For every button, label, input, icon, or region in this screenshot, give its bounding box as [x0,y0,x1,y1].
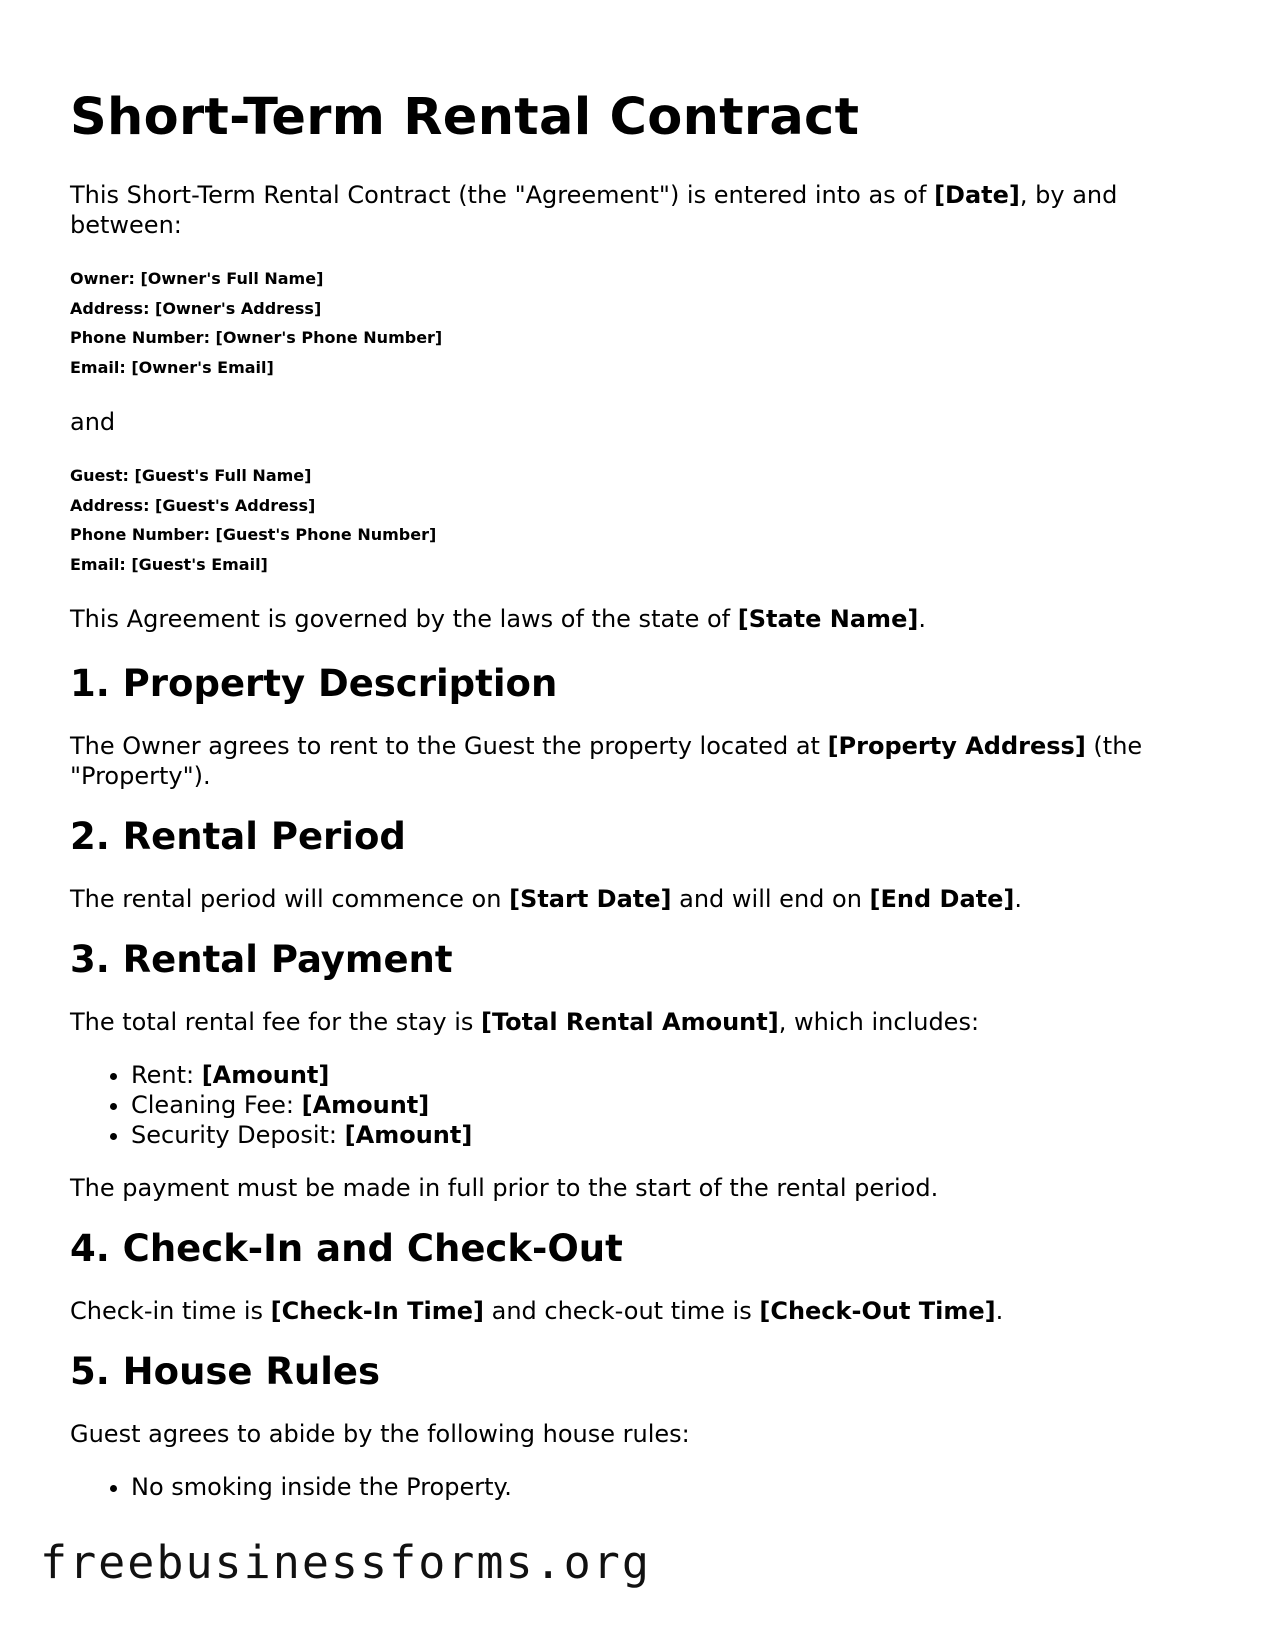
section-heading-property: 1. Property Description [70,662,558,705]
checkout-time-placeholder: [Check-Out Time] [759,1297,996,1325]
intro-text-end: , by and between: [70,181,1118,239]
document-title: Short-Term Rental Contract [70,88,860,147]
rules-list [70,1472,1200,1502]
payment-item-label: Cleaning Fee: [131,1091,302,1119]
payment-note: The payment must be made in full prior to the start of the rental period. [70,1174,939,1202]
property-text-end: (the "Property"). [70,732,1143,790]
period-text-middle: and will end on [671,885,870,913]
list-item [131,1120,1200,1150]
payment-text: The total rental fee for the stay is [70,1008,482,1036]
guest-block [70,461,1200,579]
intro-text: This Short-Term Rental Contract (the "Agreement") is entered into as of [70,181,935,209]
payment-item-value: [Amount] [201,1061,330,1089]
period-text-end: . [1014,885,1023,913]
owner-email: Email: [Owner's Email] [70,357,274,377]
guest-address: Address: [Guest's Address] [70,495,316,515]
owner-name: Owner: [Owner's Full Name] [70,269,324,288]
watermark-text: freebusinessforms.org [40,1536,651,1589]
owner-phone: Phone Number: [Owner's Phone Number] [70,328,443,347]
checkin-text: Check-in time is [70,1297,271,1325]
governed-text-end: . [918,605,926,633]
rules-intro: Guest agrees to abide by the following house rules: [70,1420,690,1448]
date-placeholder: [Date] [934,181,1020,209]
state-placeholder: [State Name] [737,605,919,633]
payment-items-list [70,1060,1200,1150]
list-item [131,1090,1200,1120]
payment-paragraph [70,1007,1200,1037]
section-heading-rules: 5. House Rules [70,1350,381,1393]
document-page [70,0,1200,1502]
guest-email: Email: [Guest's Email] [70,554,268,574]
start-date-placeholder: [Start Date] [509,885,672,913]
period-paragraph [70,884,1200,914]
section-heading-period: 2. Rental Period [70,815,406,858]
property-text: The Owner agrees to rent to the Guest the property located at [70,732,828,760]
owner-block [70,264,1200,382]
payment-text-end: , which includes: [778,1008,980,1036]
intro-paragraph [70,180,1200,240]
guest-name: Guest: [Guest's Full Name] [70,466,312,485]
property-address-placeholder: [Property Address] [827,732,1086,760]
payment-item-value: [Amount] [301,1091,430,1119]
period-text: The rental period will commence on [70,885,510,913]
owner-address: Address: [Owner's Address] [70,298,322,318]
checkin-time-placeholder: [Check-In Time] [270,1297,484,1325]
payment-item-value: [Amount] [344,1121,473,1149]
guest-phone: Phone Number: [Guest's Phone Number] [70,525,437,544]
governing-law-paragraph [70,604,1200,634]
list-item [131,1060,1200,1090]
section-heading-payment: 3. Rental Payment [70,938,453,981]
payment-item-label: Security Deposit: [131,1121,345,1149]
and-text: and [70,408,116,436]
checkin-text-middle: and check-out time is [483,1297,760,1325]
governed-text: This Agreement is governed by the laws of the state of [70,605,738,633]
checkin-text-end: . [995,1297,1004,1325]
section-heading-checkin: 4. Check-In and Check-Out [70,1227,623,1270]
checkin-paragraph [70,1296,1200,1326]
end-date-placeholder: [End Date] [869,885,1015,913]
property-paragraph [70,731,1200,791]
list-item: • No smoking inside the Property. [131,1472,1200,1502]
payment-item-label: Rent: [131,1061,202,1089]
total-amount-placeholder: [Total Rental Amount] [481,1008,779,1036]
